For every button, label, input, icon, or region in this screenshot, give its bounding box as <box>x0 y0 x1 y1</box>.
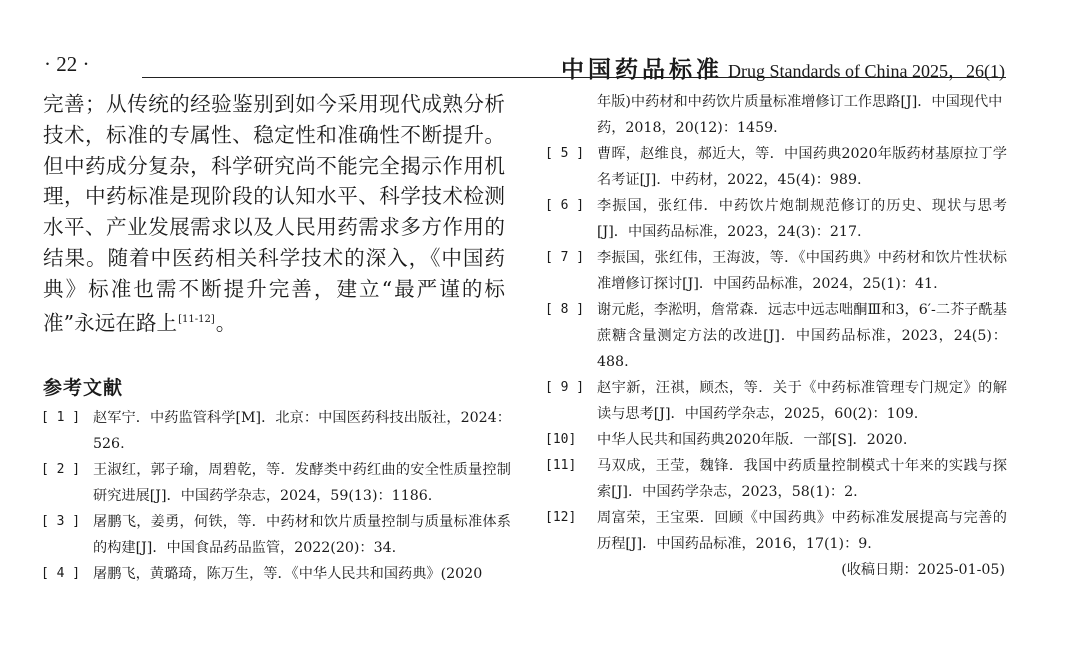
reference-list-right <box>545 89 1007 583</box>
journal-title-chinese: 中国药品标准 <box>561 57 724 82</box>
reference-number: [ 7 ] <box>545 250 585 265</box>
reference-item <box>545 453 1007 505</box>
reference-number: [ 8 ] <box>545 302 585 317</box>
reference-text: 赵宇新，汪祺，顾杰，等．关于《中药标准管理专门规定》的解读与思考[J]．中国药学杂志，2025，60(2)：109. <box>597 380 1007 422</box>
reference-number: [ 5 ] <box>545 146 585 161</box>
reference-item <box>41 405 511 457</box>
reference-continuation: 年版)中药材和中药饮片质量标准增修订工作思路[J]．中国现代中药，2018，20(12)：1459. <box>597 94 1003 136</box>
reference-number: [11] <box>545 458 577 473</box>
reference-item <box>545 141 1007 193</box>
reference-number: [10] <box>545 432 577 447</box>
reference-item <box>545 375 1007 427</box>
reference-text: 中华人民共和国药典2020年版．一部[S]．2020. <box>597 432 908 448</box>
reference-number: [ 2 ] <box>41 462 81 477</box>
body-text: 完善；从传统的经验鉴别到如今采用现代成熟分析技术，标准的专属性、稳定性和准确性不断提升。但中药成分复杂，科学研究尚不能完全揭示作用机理，中药标准是现阶段的认知水平、科学技术检测水平、产业发展需求以及人民用药需求多方作用的结果。随着中医药相关科学技术的深入，《中国药典》标准也需不断提升完善，建立“最严谨的标准”永远在路上 <box>43 92 505 335</box>
reference-item <box>545 245 1007 297</box>
reference-number: [ 3 ] <box>41 514 81 529</box>
reference-number: [ 6 ] <box>545 198 585 213</box>
body-column <box>43 89 505 338</box>
reference-text: 李振国，张红伟，王海波，等．《中国药典》中药材和饮片性状标准增修订探讨[J]．中国药品标准，2024，25(1)：41. <box>597 250 1007 292</box>
page-number: · 22 · <box>44 52 90 76</box>
journal-title <box>561 51 1005 84</box>
references-heading: 参考文献 <box>43 377 124 399</box>
reference-item <box>41 509 511 561</box>
reference-text: 马双成，王莹，魏锋．我国中药质量控制模式十年来的实践与探索[J]．中国药学杂志，2023，58(1)：2. <box>597 458 1007 500</box>
reference-text: 屠鹏飞，姜勇，何铁，等．中药材和饮片质量控制与质量标准体系的构建[J]．中国食品药品监管，2022(20)：34. <box>93 514 511 556</box>
page-header <box>0 0 1071 90</box>
reference-number: [ 1 ] <box>41 410 81 425</box>
reference-item <box>545 505 1007 557</box>
reference-text: 屠鹏飞，黄璐琦，陈万生，等．《中华人民共和国药典》(2020 <box>93 566 483 582</box>
header-rule <box>142 77 1006 78</box>
reference-item <box>545 427 1007 453</box>
body-paragraph-end: 。 <box>215 310 237 335</box>
reference-item <box>41 457 511 509</box>
reference-text: 赵军宁．中药监管科学[M]．北京：中国医药科技出版社，2024：526. <box>93 410 511 452</box>
reference-number: [12] <box>545 510 577 525</box>
reference-text: 曹晖，赵维良，郝近大，等．中国药典2020年版药材基原拉丁学名考证[J]．中药材，2022，45(4)：989. <box>597 146 1007 188</box>
reference-number: [ 4 ] <box>41 566 81 581</box>
body-paragraph <box>43 89 505 338</box>
reference-text: 王淑红，郭子瑜，周碧乾，等．发酵类中药红曲的安全性质量控制研究进展[J]．中国药学杂志，2024，59(13)：1186. <box>93 462 511 504</box>
reference-number: [ 9 ] <box>545 380 585 395</box>
reference-item <box>545 297 1007 375</box>
received-date: (收稿日期：2025-01-05) <box>841 562 1005 578</box>
journal-title-english: Drug Standards of China 2025，26(1) <box>728 61 1005 81</box>
reference-text: 李振国，张红伟．中药饮片炮制规范修订的历史、现状与思考[J]．中国药品标准，2023，24(3)：217. <box>597 198 1007 240</box>
reference-text: 周富荣，王宝栗．回顾《中国药典》中药标准发展提高与完善的历程[J]．中国药品标准，2016，17(1)：9. <box>597 510 1007 552</box>
reference-list-left <box>41 405 511 587</box>
citation-superscript: [11-12] <box>178 313 215 325</box>
reference-text: 谢元彪，李淞明，詹常森．远志中远志咄酮Ⅲ和3，6′-二芥子酰基蔗糖含量测定方法的改进[J]．中国药品标准，2023，24(5)：488. <box>597 302 1007 370</box>
reference-item <box>41 561 511 587</box>
reference-item <box>545 193 1007 245</box>
